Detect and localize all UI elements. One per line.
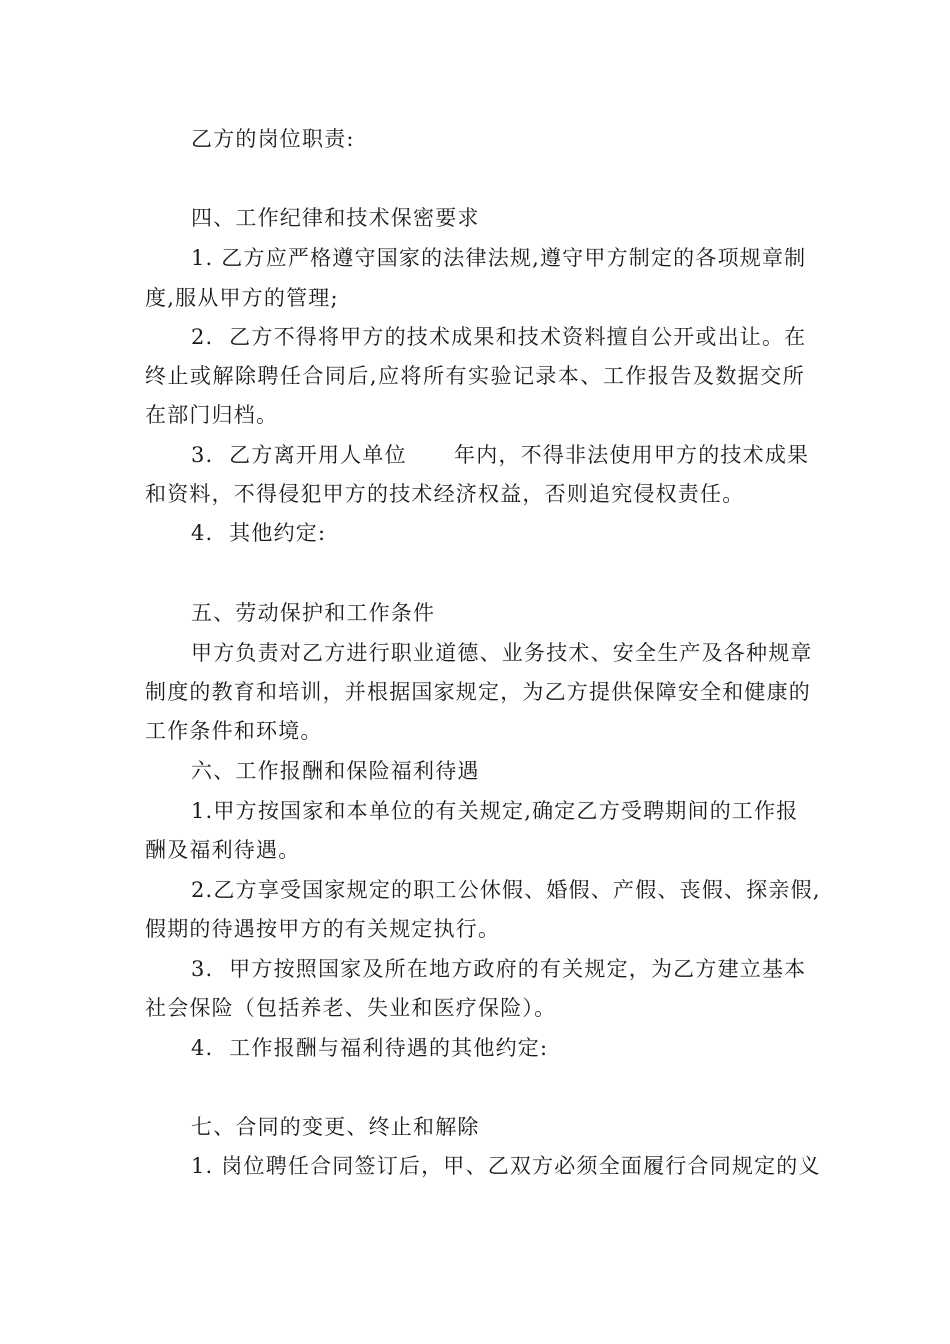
section-6-item-2-line-1: 2.乙方享受国家规定的职工公休假、婚假、产假、丧假、探亲假, bbox=[191, 878, 821, 902]
section-4-item-3-line-2: 和资料，不得侵犯甲方的技术经济权益，否则追究侵权责任。 bbox=[145, 482, 745, 506]
section-5-para-line-2: 制度的教育和培训，并根据国家规定，为乙方提供保障安全和健康的 bbox=[145, 680, 811, 704]
section-6-item-3-line-2: 社会保险（包括养老、失业和医疗保险）。 bbox=[145, 996, 557, 1020]
section-5-heading: 五、劳动保护和工作条件 bbox=[191, 601, 436, 625]
section-6-item-4: 4. 工作报酬与福利待遇的其他约定: bbox=[191, 1036, 549, 1060]
section-4-item-2-line-2: 终止或解除聘任合同后,应将所有实验记录本、工作报告及数据交所 bbox=[145, 364, 805, 388]
section-7-item-1-line-1: 1. 岗位聘任合同签订后，甲、乙双方必须全面履行合同规定的义 bbox=[191, 1154, 821, 1178]
section-4-item-1-line-1: 1. 乙方应严格遵守国家的法律法规,遵守甲方制定的各项规章制 bbox=[191, 246, 807, 270]
section-4-item-2-line-1: 2. 乙方不得将甲方的技术成果和技术资料擅自公开或出让。在 bbox=[191, 325, 807, 349]
section-5-para-line-1: 甲方负责对乙方进行职业道德、业务技术、安全生产及各种规章 bbox=[191, 641, 813, 665]
section-4-heading: 四、工作纪律和技术保密要求 bbox=[191, 206, 480, 230]
section-4-item-1-line-2: 度,服从甲方的管理; bbox=[145, 286, 339, 310]
section-4-item-2-line-3: 在部门归档。 bbox=[145, 403, 279, 427]
section-6-item-1-line-2: 酬及福利待遇。 bbox=[145, 838, 301, 862]
section-6-item-2-line-2: 假期的待遇按甲方的有关规定执行。 bbox=[145, 917, 501, 941]
section-7-heading: 七、合同的变更、终止和解除 bbox=[191, 1115, 480, 1139]
job-duties-label: 乙方的岗位职责: bbox=[191, 127, 355, 151]
section-6-item-1-line-1: 1.甲方按国家和本单位的有关规定,确定乙方受聘期间的工作报 bbox=[191, 799, 799, 823]
section-6-heading: 六、工作报酬和保险福利待遇 bbox=[191, 759, 480, 783]
section-6-item-3-line-1: 3. 甲方按照国家及所在地方政府的有关规定，为乙方建立基本 bbox=[191, 957, 807, 981]
section-5-para-line-3: 工作条件和环境。 bbox=[145, 719, 323, 743]
section-4-item-3-line-1: 3. 乙方离开用人单位 年内，不得非法使用甲方的技术成果 bbox=[191, 443, 810, 467]
section-4-item-4: 4. 其他约定: bbox=[191, 521, 327, 545]
